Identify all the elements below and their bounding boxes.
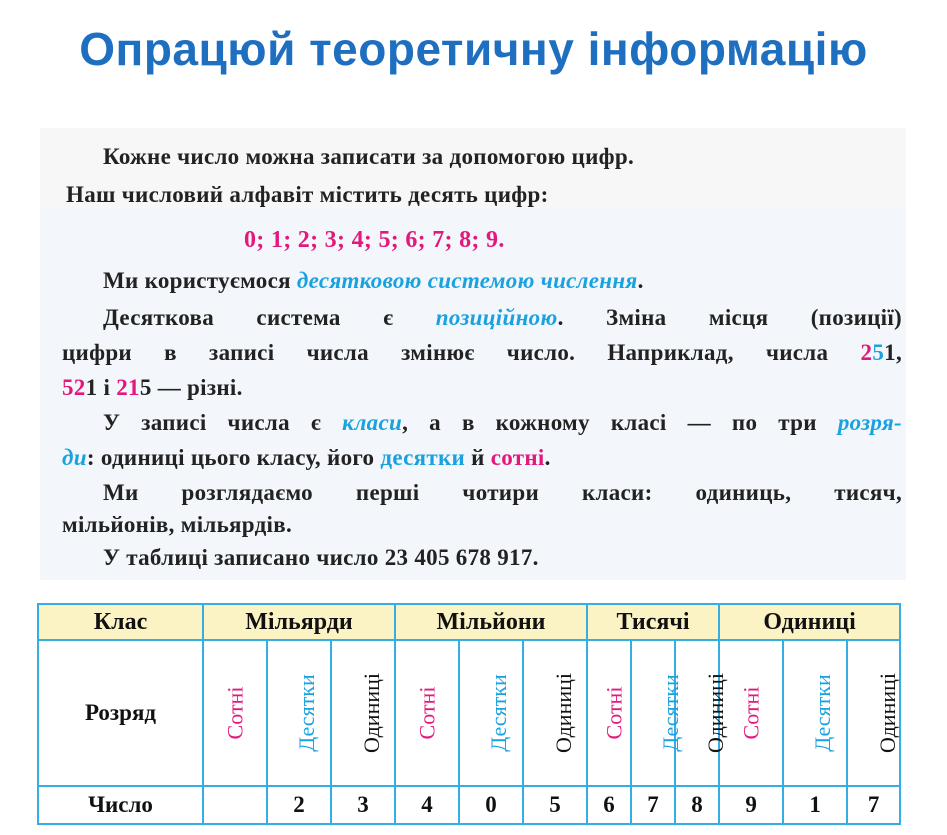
class-units: Одиниці [719,604,900,640]
rank-cell [587,640,631,785]
digit-cell: 2 [267,786,331,824]
rank-units: Одиниці [875,672,901,753]
text-fragment: цифри в записі числа змінює число. Наприклад, числа [62,340,861,365]
term-classes: класи [342,410,403,435]
rank-cell [523,640,587,785]
rank-tens: Десятки [657,674,683,752]
example-number-digit: 5 [872,340,885,365]
digit-cell: 9 [719,786,783,824]
term-tens: десятки [380,445,466,470]
text-line-9 [62,445,551,471]
example-number-digit: 21 [116,375,140,400]
text-line-6 [62,340,902,366]
text-line-5 [103,305,902,331]
number-label-cell: Число [38,786,203,824]
rank-units: Одиниці [551,672,577,753]
text-fragment: і [97,375,117,400]
text-line-10: Ми розглядаємо перші чотири класи: одиниць, тисяч, [103,480,902,505]
rank-cell [267,640,331,785]
text-line-1: Кожне число можна записати за допомогою цифр. [103,144,634,169]
text-fragment: Десяткова система є [103,305,436,330]
rank-hundreds: Сотні [221,686,247,740]
example-number-digit: 2 [860,340,873,365]
class-thousands: Тисячі [587,604,719,640]
rank-cell [331,640,395,785]
rank-cell [395,640,459,785]
example-number-digit: 1 [85,375,98,400]
text-line-12: У таблиці записано число 23 405 678 917. [103,545,539,570]
rank-hundreds: Сотні [414,686,440,740]
digit-cell: 0 [459,786,523,824]
example-number-digit: 1 [884,340,896,365]
digit-cell: 5 [523,786,587,824]
digit-cell: 3 [331,786,395,824]
text-fragment: : одиниці цього класу, його [86,445,381,470]
rank-cell [203,640,267,785]
class-billions: Мільярди [203,604,395,640]
rank-units: Одиниці [359,672,384,753]
digit-cell: 6 [587,786,631,824]
rank-hundreds: Сотні [601,686,627,740]
rank-cell [459,640,523,785]
page-title: Опрацюй теоретичну інформацію [79,23,868,75]
text-fragment: Ми користуємося [103,268,297,293]
rank-row [38,640,900,785]
rank-tens: Десятки [485,674,511,752]
text-line-2: Наш числовий алфавіт містить десять цифр: [66,182,549,207]
rank-cell [783,640,847,785]
text-fragment: , а в кожному класі — по три [402,410,838,435]
text-fragment: й [465,445,491,470]
text-fragment: У записі числа є [103,410,343,435]
class-label-cell: Клас [38,604,203,640]
term-hundreds: сотні [490,445,545,470]
text-fragment: . [637,268,644,293]
digit-cell: 7 [631,786,675,824]
number-row [38,786,900,824]
digit-cell: 8 [675,786,719,824]
digits-line: 0; 1; 2; 3; 4; 5; 6; 7; 8; 9. [244,227,505,253]
class-millions: Мільйони [395,604,587,640]
term-decimal-system: десятковою системою числення [296,268,638,293]
rank-units: Одиниці [703,672,729,753]
text-line-8 [103,410,902,436]
example-number-digit: 5 [139,375,152,400]
rank-tens: Десятки [293,674,319,752]
text-fragment: , [895,340,902,365]
text-fragment: . Зміна місця (позиції) [557,305,903,330]
rank-label-cell: Розряд [38,640,203,785]
text-line-7 [62,375,243,401]
text-line-11: мільйонів, мільярдів. [62,512,292,537]
text-fragment: — різні. [151,375,243,400]
term-ranks-continued: ди [62,445,87,470]
digit-cell [203,786,267,824]
digit-cell: 4 [395,786,459,824]
term-positional: позиційною [435,305,558,330]
rank-tens: Десятки [809,674,835,752]
text-fragment: . [544,445,551,470]
term-ranks: розря- [837,410,902,435]
rank-hundreds: Сотні [738,686,764,740]
digit-cell: 7 [847,786,900,824]
rank-cell [847,640,900,785]
place-value-table [37,603,901,825]
rank-cell [631,640,683,785]
digit-cell: 1 [783,786,847,824]
class-header-row [38,604,900,640]
text-line-4 [103,268,644,294]
example-number-digit: 52 [62,375,86,400]
